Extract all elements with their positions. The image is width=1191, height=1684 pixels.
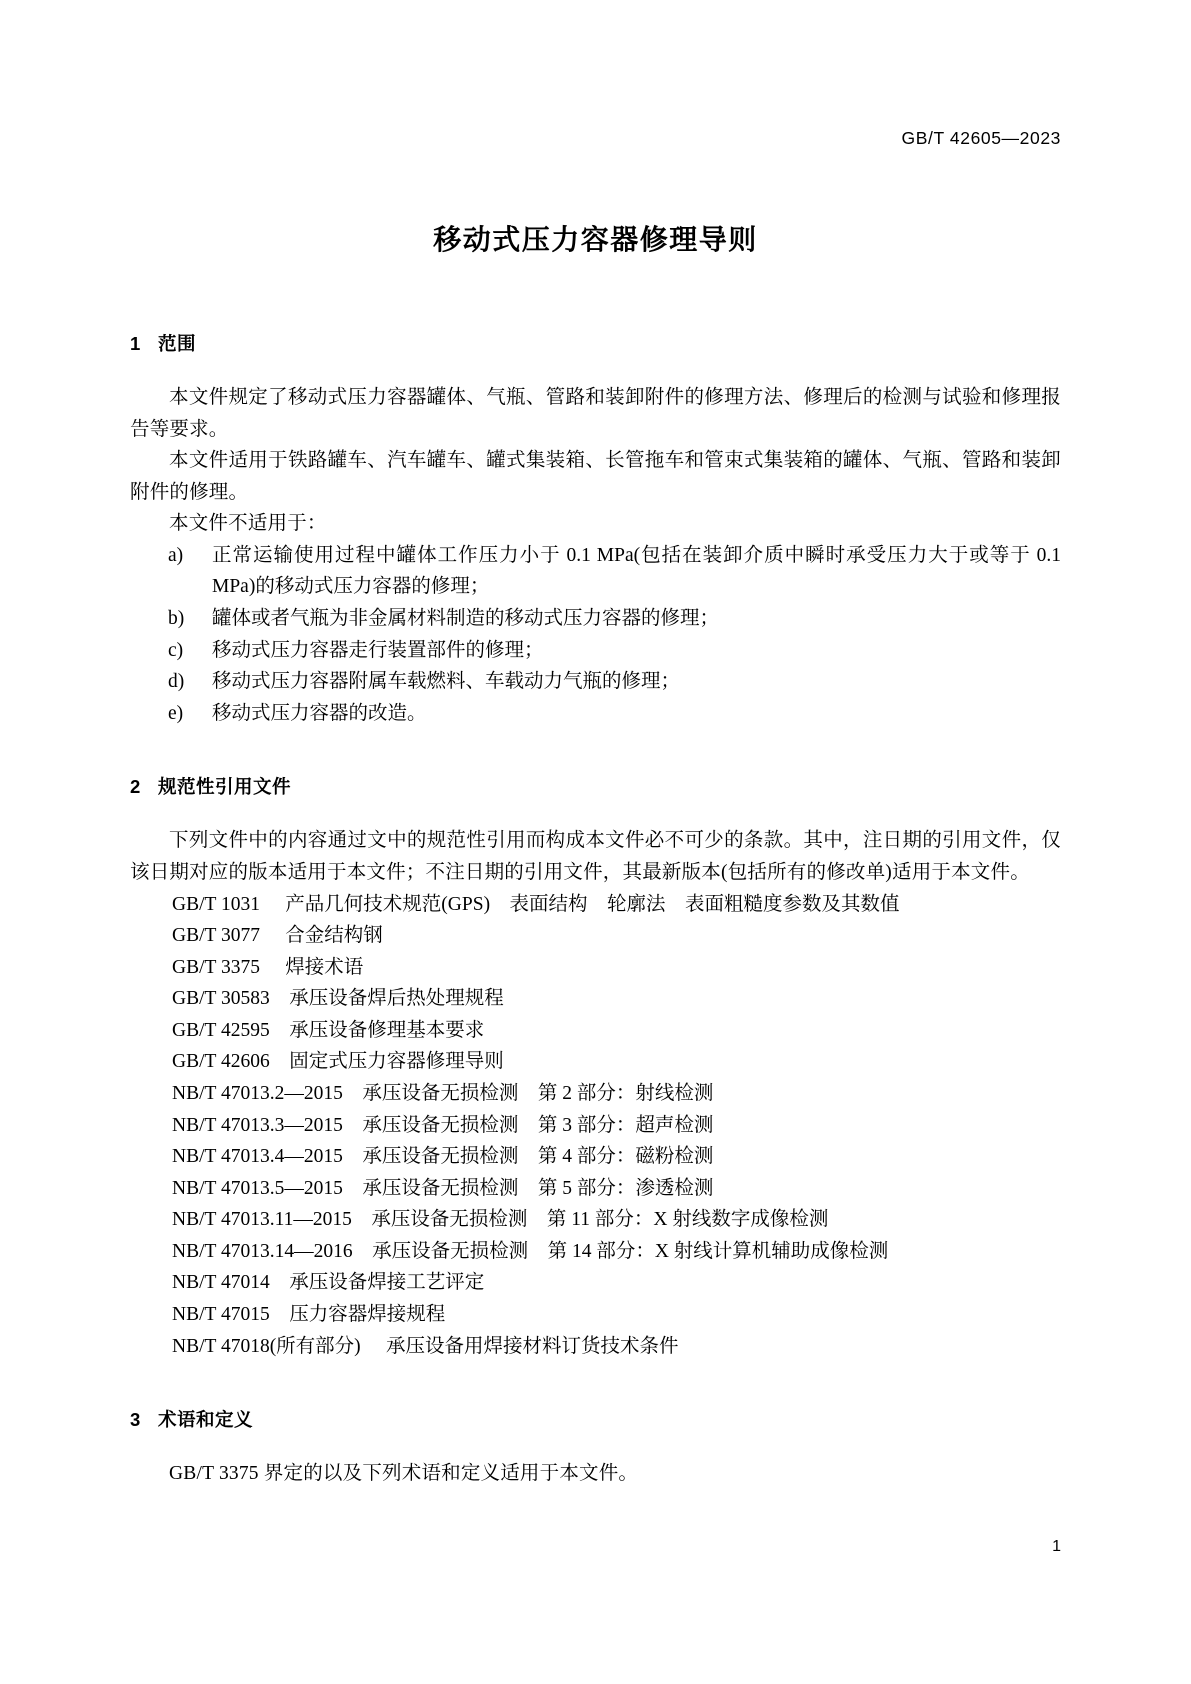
list-item-label: b) bbox=[168, 608, 185, 630]
list-item bbox=[130, 1267, 1061, 1299]
list-item bbox=[130, 952, 1061, 984]
reference-title: 承压设备无损检测 第 11 部分：X 射线数字成像检测 bbox=[371, 1209, 829, 1231]
paragraph: GB/T 3375 界定的以及下列术语和定义适用于本文件。 bbox=[169, 1463, 639, 1485]
reference-code: NB/T 47013.11—2015 bbox=[172, 1209, 352, 1231]
reference-title: 产品几何技术规范(GPS) 表面结构 轮廓法 表面粗糙度参数及其数值 bbox=[285, 893, 900, 915]
section-title-1: 范围 bbox=[158, 333, 197, 354]
section-title-2: 规范性引用文件 bbox=[158, 776, 292, 798]
list-item bbox=[130, 666, 1061, 698]
reference-code: NB/T 47013.5—2015 bbox=[172, 1177, 343, 1199]
reference-title: 承压设备用焊接材料订货技术条件 bbox=[386, 1335, 679, 1357]
list-item bbox=[130, 1331, 1061, 1363]
reference-code: GB/T 42595 bbox=[172, 1019, 270, 1041]
reference-title: 承压设备修理基本要求 bbox=[289, 1019, 485, 1041]
reference-code: GB/T 3077 bbox=[172, 925, 260, 947]
page-content bbox=[130, 200, 1061, 1490]
paragraph: 本文件规定了移动式压力容器罐体、气瓶、管路和装卸附件的修理方法、修理后的检测与试验和修理报告等要求。 bbox=[130, 387, 1061, 440]
reference-title: 承压设备焊后热处理规程 bbox=[289, 988, 504, 1010]
section-number-1: 1 bbox=[130, 333, 141, 354]
section-number-3: 3 bbox=[130, 1409, 141, 1431]
list-item-label: c) bbox=[168, 639, 184, 661]
list-item-text: 移动式压力容器附属车载燃料、车载动力气瓶的修理； bbox=[212, 671, 681, 693]
reference-title: 合金结构钢 bbox=[285, 925, 383, 947]
reference-code: GB/T 30583 bbox=[172, 988, 270, 1010]
list-item bbox=[130, 1110, 1061, 1142]
section-heading-3 bbox=[130, 1406, 1061, 1432]
section-body-3 bbox=[130, 1458, 1061, 1490]
reference-title: 承压设备无损检测 第 2 部分：射线检测 bbox=[362, 1082, 714, 1104]
reference-code: NB/T 47013.14—2016 bbox=[172, 1240, 353, 1262]
list-item bbox=[130, 889, 1061, 921]
paragraph: 下列文件中的内容通过文中的规范性引用而构成本文件必不可少的条款。其中，注日期的引用文件，仅该日期对应的版本适用于本文件；不注日期的引用文件，其最新版本(包括所有的修改单)适用于本文件。 bbox=[130, 830, 1061, 883]
reference-title: 承压设备无损检测 第 5 部分：渗透检测 bbox=[362, 1177, 714, 1199]
list-item bbox=[130, 1078, 1061, 1110]
section-number-2: 2 bbox=[130, 776, 141, 798]
reference-code: GB/T 1031 bbox=[172, 893, 260, 915]
list-item bbox=[130, 920, 1061, 952]
document-title: 移动式压力容器修理导则 bbox=[433, 224, 758, 255]
reference-title: 承压设备无损检测 第 4 部分：磁粉检测 bbox=[362, 1146, 714, 1168]
list-item-text: 移动式压力容器的改造。 bbox=[212, 702, 427, 724]
reference-title: 承压设备焊接工艺评定 bbox=[289, 1272, 485, 1294]
paragraph: 本文件不适用于： bbox=[169, 513, 327, 535]
reference-code: NB/T 47018(所有部分) bbox=[172, 1335, 361, 1357]
reference-code: NB/T 47013.3—2015 bbox=[172, 1114, 343, 1136]
section-heading-2 bbox=[130, 773, 1061, 799]
paragraph: 本文件适用于铁路罐车、汽车罐车、罐式集装箱、长管拖车和管束式集装箱的罐体、气瓶、管路和装卸附件的修理。 bbox=[130, 450, 1061, 503]
reference-title: 焊接术语 bbox=[285, 956, 364, 978]
list-item bbox=[130, 1299, 1061, 1331]
list-item bbox=[130, 1173, 1061, 1205]
list-item-label: d) bbox=[168, 671, 185, 693]
list-item bbox=[130, 698, 1061, 730]
list-item bbox=[130, 1204, 1061, 1236]
reference-title: 承压设备无损检测 第 3 部分：超声检测 bbox=[362, 1114, 714, 1136]
list-item-text: 罐体或者气瓶为非金属材料制造的移动式压力容器的修理； bbox=[212, 608, 720, 630]
reference-title: 承压设备无损检测 第 14 部分：X 射线计算机辅助成像检测 bbox=[372, 1240, 889, 1262]
reference-code: NB/T 47015 bbox=[172, 1304, 270, 1326]
list-item bbox=[130, 1046, 1061, 1078]
section-body-1 bbox=[130, 382, 1061, 729]
reference-code: NB/T 47013.2—2015 bbox=[172, 1082, 343, 1104]
reference-code: GB/T 42606 bbox=[172, 1051, 270, 1073]
list-item bbox=[130, 1015, 1061, 1047]
list-item bbox=[130, 1236, 1061, 1268]
page-number: 1 bbox=[1052, 1538, 1061, 1555]
reference-code: NB/T 47014 bbox=[172, 1272, 270, 1294]
section-title-3: 术语和定义 bbox=[158, 1409, 254, 1431]
alpha-list bbox=[130, 540, 1061, 729]
list-item-label: a) bbox=[168, 544, 184, 566]
section-heading-1 bbox=[130, 330, 1061, 356]
list-item bbox=[130, 983, 1061, 1015]
list-item bbox=[130, 603, 1061, 635]
section-body-2 bbox=[130, 825, 1061, 1362]
list-item-text: 正常运输使用过程中罐体工作压力小于 0.1 MPa(包括在装卸介质中瞬时承受压力大于或等于 0.1 MPa)的移动式压力容器的修理； bbox=[212, 544, 1061, 598]
list-item bbox=[130, 1141, 1061, 1173]
list-item bbox=[130, 540, 1061, 603]
reference-title: 固定式压力容器修理导则 bbox=[289, 1051, 504, 1073]
list-item-text: 移动式压力容器走行装置部件的修理； bbox=[212, 639, 544, 661]
reference-title: 压力容器焊接规程 bbox=[289, 1304, 446, 1326]
reference-code: NB/T 47013.4—2015 bbox=[172, 1146, 343, 1168]
page-header-standard-code: GB/T 42605—2023 bbox=[901, 128, 1061, 148]
list-item-label: e) bbox=[168, 702, 184, 724]
reference-code: GB/T 3375 bbox=[172, 956, 260, 978]
normative-reference-list bbox=[130, 889, 1061, 1363]
list-item bbox=[130, 635, 1061, 667]
